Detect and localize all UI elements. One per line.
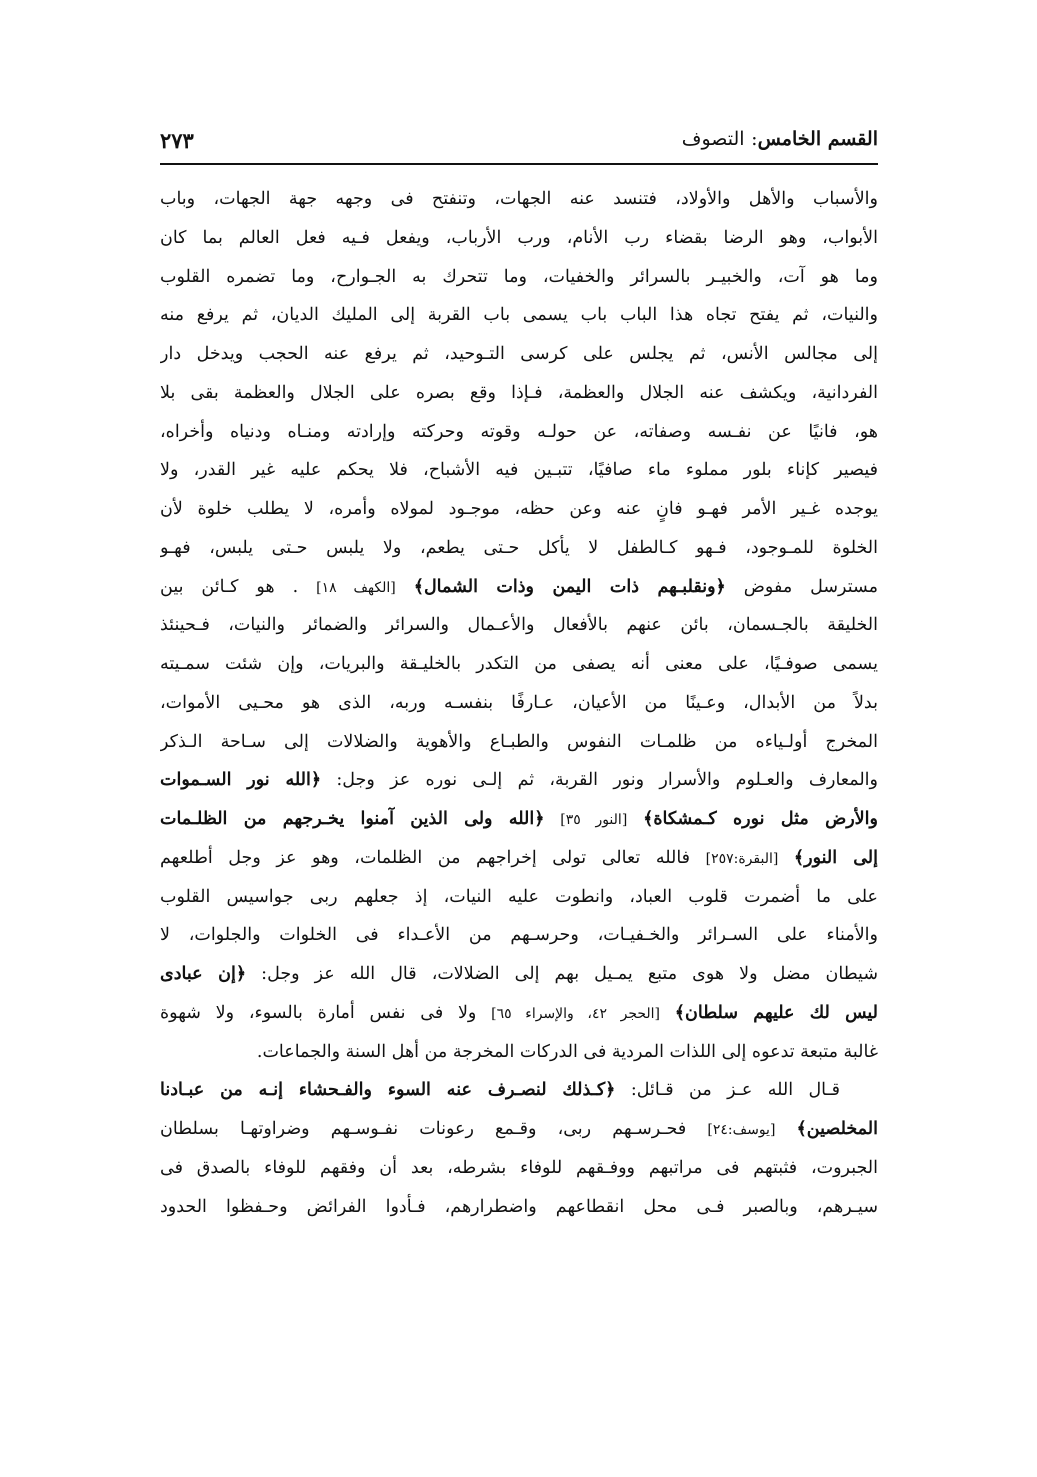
page-number: ٢٧٣ [160,128,194,153]
line-text: . هو كـائن بين [160,576,299,597]
line-text: والمعارف والعـلوم والأسرار ونور القربة، ثم إلـى نوره عز وجل: [336,770,878,791]
verse-reference: [البقرة:٢٥٧] [705,850,779,867]
text-line [160,723,878,762]
verse-reference: [الكهف ١٨] [316,579,396,596]
quran-quote: المخلصين﴾ [796,1119,878,1139]
line-text: إلى مجالس الأنس، ثم يجلس على كرسى التـوحيد، ثم يرفع عنه الحجب ويدخل دار [160,344,878,364]
line-text: الفردانية، ويكشف عنه الجلال والعظمة، فـإذا وقع بصره على الجلال والعظمة بقى بلا [160,382,878,403]
text-line [160,878,878,917]
quran-quote: إلى النور﴾ [793,847,878,868]
quran-quote: ﴿ونقلبـهم ذات اليمن وذات الشمال﴾ [413,576,726,597]
line-text: والأمناء على السـرائر والخـفيـات، وحرسـهم من الأعـداء فى الخلوات والجلوات، لا [160,925,878,946]
line-text: مسترسل مفوض [743,576,878,597]
text-line [160,374,878,413]
verse-reference: [النور ٣٥] [560,812,628,828]
line-text: بدلاً من الأبدال، وعـينًا من الأعيان، عـارفًا بنفسـه وربه، الذى هو محـيى الأموات، [160,692,878,713]
quran-quote: ﴿إن عبادى [160,964,247,984]
line-text: قـال الله عـز من قـائل: [630,1080,840,1101]
line-text: هو، فانيًا عن نفـسه وصفاته، عن حولـه وقوته وحركته وإرادته ومنـاه ودنياه وأخراه، [160,421,878,442]
line-text: يسمى صوفـيًا، على معنى أنه يصفى من التكدر بالخليـقة والبريات، وإن شئت سمـيته [160,654,878,674]
line-text: والأسباب والأهل والأولاد، فتنسد عنه الجهات، وتنفتح فى وجهه جهة الجهات، وباب [160,189,878,209]
text-line [160,994,878,1033]
page-header [160,128,878,164]
line-text: وما هو آت، والخبيـر بالسرائر والخفيات، وما تتحرك به الجـوارح، وما تضمره القلوب [160,266,878,287]
body-text [160,180,878,1226]
text-line [160,1110,878,1149]
text-line [160,335,878,374]
header-divider [160,163,878,165]
text-line [160,568,878,607]
text-line [160,800,878,839]
line-text: الخلوة للمـوجود، فـهو كـالطفل لا يأكل حـتى يطعم، ولا يلبس حـتى يلبس، فهـو [160,537,878,558]
line-text: شيطان مضل ولا هوى متبع يمـيل بهم إلى الضلالات، قال الله عز وجل: [261,964,878,984]
line-text: على ما أضمرت قلوب العباد، وانطوت عليه النيات، إذ جعلهم ربى جواسيس القلوب [160,886,878,907]
line-text: يوجده غـير الأمر فهـو فانٍ عنه وعن حظه، موجـود لمولاه وأمره، لا يطلب خلوة لأن [160,499,878,519]
quran-quote: ﴿كـذلك لنصـرف عنه السوء والفـحشاء إنـه من عبـادنا [160,1080,616,1101]
subject-title: التصوف [681,128,745,150]
line-text: سيـرهم، وبالصبر فـى محل انقطاعهم واضطرارهم، فـأدوا الفرائض وحـفظوا الحدود [160,1196,878,1217]
line-text: الأبواب، وهو الرضا بقضاء رب الأنام، ورب الأرباب، ويفعل فـيه فعل العالم بما كان [160,227,878,248]
text-line [160,839,878,878]
quran-quote: ﴿الله نور السـموات [160,770,322,791]
text-line [160,1033,878,1072]
quran-quote: والأرض مثل نوره كـمشكاة﴾ [643,809,878,829]
title-separator: : [751,128,758,150]
text-line [160,684,878,723]
text-line [160,955,878,994]
text-line [160,413,878,452]
line-text: فيصير كإناء بلور مملوء ماء صافيًا، تتبـين فيه الأشباح، فلا يحكم عليه غير القدر، ولا [160,460,878,481]
text-line [160,1071,878,1110]
running-title [682,128,878,150]
line-text: فحـرسـهم ربى، وقـمع رعونات نفـوسـهم وضراوتهـا بسلطان [160,1119,687,1139]
text-line [160,761,878,800]
text-line [160,451,878,490]
verse-reference: [يوسف:٢٤] [707,1122,776,1138]
line-text: المخرج أولـياءه من ظلمـات النفوس والطبـاع والأهوية والضلالات إلى سـاحة الـذكر [160,731,878,752]
text-line [160,916,878,955]
text-line [160,645,878,684]
text-line [160,606,878,645]
text-line [160,490,878,529]
text-line [160,1188,878,1227]
text-line [160,296,878,335]
line-text: والنيات، ثم يفتح تجاه هذا الباب باب يسمى باب القربة إلى المليك الديان، ثم يرفع منه [160,305,878,326]
line-text: فالله تعالى تولى إخراجهم من الظلمات، وهو عز وجل أطلعهم [160,847,691,868]
text-line [160,1149,878,1188]
line-text: ولا فى نفس أمارة بالسوء، ولا شهوة [160,1002,477,1023]
line-text: الخليقة بالجـسمان، بائن عنهم بالأفعال والأعـمال والسرائر والضمائر والنيات، فـحينئذ [160,615,878,636]
verse-reference: [الحجر ٤٢، والإسراء ٦٥] [491,1005,661,1022]
quran-quote: ليس لك عليهم سلطان﴾ [674,1002,878,1023]
quran-quote: ﴿الله ولى الذين آمنوا يخـرجهم من الظلـمات [160,809,545,829]
text-line [160,258,878,297]
text-line [160,529,878,568]
text-line [160,219,878,258]
section-title: القسم الخامس [757,128,878,150]
line-text: الجبروت، فثبتهم فى مراتبهم ووفـقهم للوفاء بشرطه، بعد أن وفقهم للوفاء بالصدق فى [160,1157,878,1178]
text-line [160,180,878,219]
line-text: غالبة متبعة تدعوه إلى اللذات المردية فى الدركات المخرجة من أهل السنة والجماعات. [256,1041,878,1062]
